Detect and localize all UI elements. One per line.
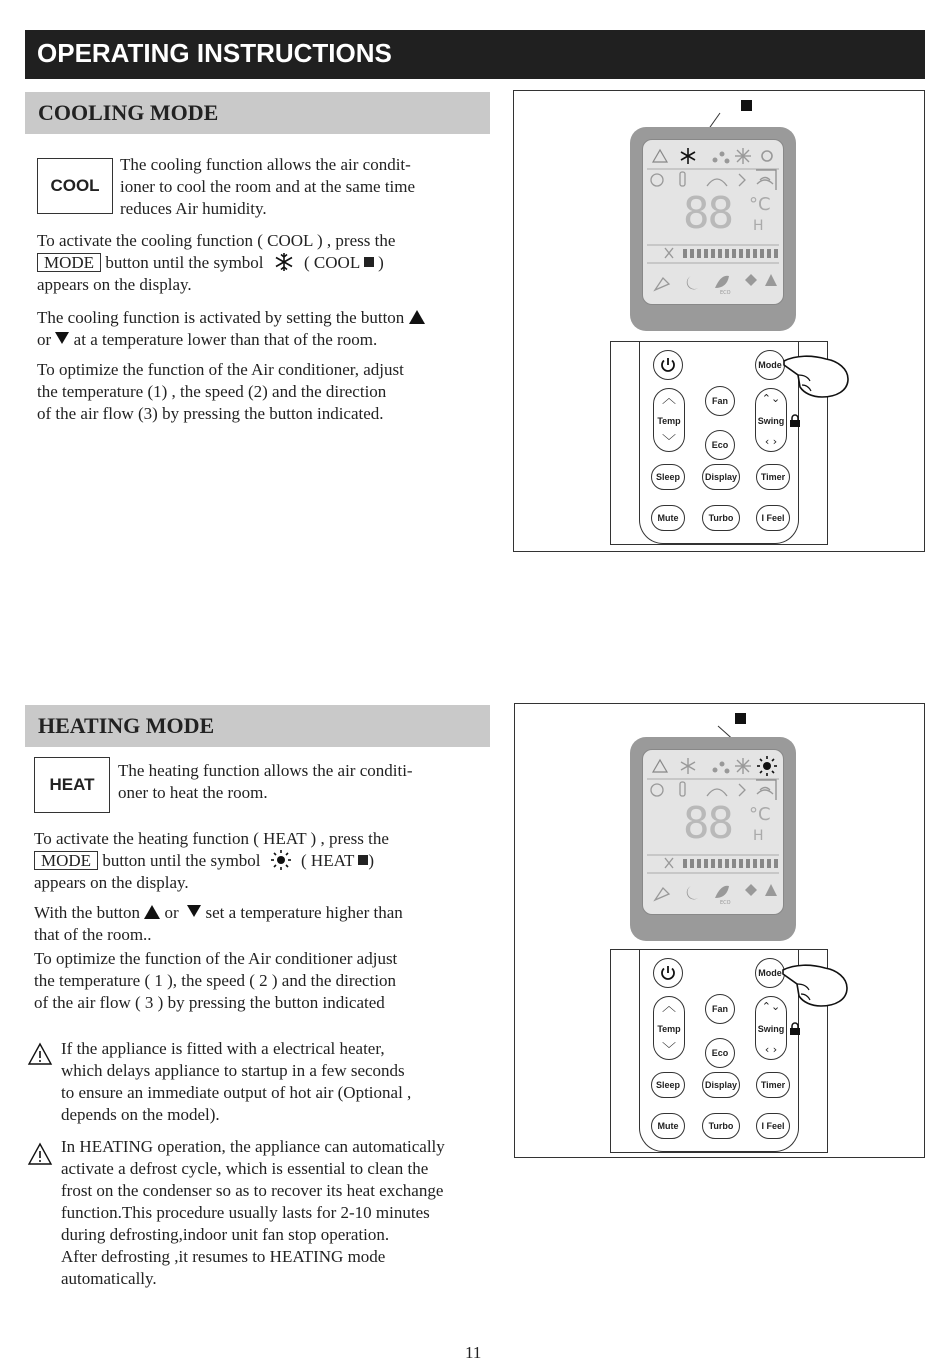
lcd-sun-icon	[757, 756, 777, 776]
chevron-down-icon: ﹀	[662, 1042, 676, 1058]
page-header	[25, 30, 925, 79]
fan-button[interactable]: Fan	[705, 386, 735, 416]
lock-icon	[789, 1022, 801, 1036]
cooling-remote-figure	[513, 90, 925, 552]
heating-optimize-line: To optimize the function of the Air conditioner adjust	[34, 949, 398, 968]
power-button[interactable]	[653, 958, 683, 988]
cooling-intro-line: The cooling function allows the air condit-	[120, 155, 411, 174]
pointing-hand-icon	[776, 345, 852, 403]
heating-section-title: HEATING MODE	[38, 713, 215, 738]
page-number: 11	[465, 1343, 482, 1362]
mode-button-label: MODE	[34, 851, 98, 870]
cooling-intro	[120, 154, 415, 220]
activate-text: button until the symbol	[105, 253, 264, 272]
sleep-button[interactable]: Sleep	[651, 464, 685, 490]
warning-icon	[27, 1142, 53, 1166]
cooling-temp	[37, 307, 425, 351]
temp-rocker[interactable]	[653, 388, 685, 452]
cooling-temp-line1	[37, 307, 425, 329]
temp-text: set a temperature higher than	[205, 903, 403, 922]
heating-intro	[118, 760, 413, 804]
temp-text: at a temperature lower than that of the room.	[73, 330, 378, 349]
pointing-hand-icon	[775, 954, 851, 1012]
fan-speed-bars	[683, 859, 778, 868]
chevron-down-icon: ﹀	[662, 434, 676, 450]
lcd-unit-h: H	[753, 218, 764, 234]
sleep-button[interactable]: Sleep	[651, 1072, 685, 1098]
close-paren: )	[378, 253, 384, 272]
cooling-activate-line2	[37, 252, 395, 274]
warning-line: to ensure an immediate output of hot air (Optional ,	[61, 1083, 412, 1102]
power-button[interactable]	[653, 350, 683, 380]
cooling-section-title-bar	[25, 92, 490, 134]
triangle-up-icon	[409, 310, 425, 324]
turbo-button[interactable]: Turbo	[702, 505, 740, 531]
warning-line: automatically.	[61, 1269, 157, 1288]
cooling-optimize-line: To optimize the function of the Air conditioner, adjust	[37, 360, 404, 379]
chevron-leftright-icon: ‹ ›	[764, 435, 778, 448]
lcd-unit-celsius: °C	[749, 194, 771, 215]
close-paren: )	[368, 851, 374, 870]
mode-button[interactable]: Mode	[755, 958, 785, 988]
temp-label: Temp	[657, 416, 681, 426]
mute-button[interactable]: Mute	[651, 505, 685, 531]
mute-button[interactable]: Mute	[651, 1113, 685, 1139]
heating-optimize-line: the temperature ( 1 ), the speed ( 2 ) and the direction	[34, 971, 397, 990]
remote-lcd-housing	[630, 127, 796, 331]
heating-optimize	[34, 948, 397, 1014]
chevron-leftright-icon: ‹ ›	[764, 1043, 778, 1056]
heating-remote-figure	[514, 703, 925, 1158]
cooling-activate	[37, 230, 395, 296]
fan-speed-bars	[683, 249, 778, 258]
heating-activate-line3: appears on the display.	[34, 873, 189, 892]
cooling-optimize	[37, 359, 404, 425]
turbo-button[interactable]: Turbo	[702, 1113, 740, 1139]
warning-line: activate a defrost cycle, which is essential to clean the	[61, 1159, 429, 1178]
triangle-down-icon	[55, 332, 69, 344]
power-icon	[659, 964, 677, 982]
heating-optimize-line: of the air flow ( 3 ) by pressing the button indicated	[34, 993, 385, 1012]
activate-text: button until the symbol	[102, 851, 261, 870]
chevron-updown-icon: ⌃⌄	[761, 392, 781, 405]
or-text: or	[164, 903, 179, 922]
timer-button[interactable]: Timer	[756, 1072, 790, 1098]
lcd-eco-label: ECO	[720, 900, 731, 906]
warning-line: In HEATING operation, the appliance can automatically	[61, 1137, 445, 1156]
lcd-snowflake-icon	[681, 148, 695, 164]
mode-button[interactable]: Mode	[755, 350, 785, 380]
activate-heat-text: ( HEAT	[301, 851, 355, 870]
cooling-intro-line: ioner to cool the room and at the same time	[120, 177, 416, 196]
chevron-up-icon: ︿	[662, 999, 676, 1015]
heating-activate-line1: To activate the heating function ( HEAT ) , press the	[34, 829, 389, 848]
or-text: or	[37, 330, 52, 349]
lcd-unit-celsius: °C	[749, 804, 771, 825]
heating-intro-line: The heating function allows the air conditi-	[118, 761, 413, 780]
heating-activate-line2	[34, 850, 389, 872]
lock-icon	[789, 414, 801, 428]
heating-temp-line2: that of the room..	[34, 925, 152, 944]
sun-icon	[271, 850, 291, 870]
temp-text: The cooling function is activated by setting the button	[37, 308, 405, 327]
temp-label: Temp	[657, 1024, 681, 1034]
warning-line: during defrosting,indoor unit fan stop operation.	[61, 1225, 390, 1244]
square-icon	[358, 855, 368, 865]
lcd-digits: 88	[683, 798, 732, 849]
square-icon	[364, 257, 374, 267]
cooling-section-title: COOLING MODE	[38, 100, 219, 125]
lcd-unit-h: H	[753, 828, 764, 844]
heating-intro-line: oner to heat the room.	[118, 783, 268, 802]
mode-button-label: MODE	[37, 253, 101, 272]
swing-label: Swing	[757, 1024, 785, 1034]
warning-line: depends on the model).	[61, 1105, 220, 1124]
chevron-up-icon: ︿	[662, 391, 676, 407]
cooling-activate-line3: appears on the display.	[37, 275, 192, 294]
heating-section-title-bar	[25, 705, 490, 747]
eco-button[interactable]: Eco	[705, 1038, 735, 1068]
page-title: OPERATING INSTRUCTIONS	[37, 38, 392, 68]
remote-lcd-screen	[642, 139, 784, 305]
cooling-activate-line1: To activate the cooling function ( COOL ) , press the	[37, 231, 396, 250]
fan-button[interactable]: Fan	[705, 994, 735, 1024]
warning-line: frost on the condenser so as to recover its heat exchange	[61, 1181, 444, 1200]
heating-warning-heater	[61, 1038, 411, 1126]
heating-warning-defrost	[61, 1136, 445, 1290]
chevron-updown-icon: ⌃⌄	[761, 1000, 781, 1013]
lcd-digits: 88	[683, 188, 732, 239]
temp-rocker[interactable]	[653, 996, 685, 1060]
heating-temp	[34, 902, 403, 946]
warning-line: which delays appliance to startup in a few seconds	[61, 1061, 405, 1080]
cooling-optimize-line: of the air flow (3) by pressing the button indicated.	[37, 404, 384, 423]
warning-line: After defrosting ,it resumes to HEATING mode	[61, 1247, 386, 1266]
activate-cool-text: ( COOL	[304, 253, 360, 272]
temp-text: With the button	[34, 903, 141, 922]
display-button[interactable]: Display	[702, 1072, 740, 1098]
swing-label: Swing	[757, 416, 785, 426]
cooling-temp-line2	[37, 329, 425, 351]
cooling-intro-line: reduces Air humidity.	[120, 199, 267, 218]
power-icon	[659, 356, 677, 374]
snowflake-icon	[274, 252, 294, 272]
heating-temp-line1	[34, 902, 403, 924]
cooling-optimize-line: the temperature (1) , the speed (2) and the direction	[37, 382, 387, 401]
warning-icon	[27, 1042, 53, 1066]
warning-line: If the appliance is fitted with a electrical heater,	[61, 1039, 385, 1058]
triangle-up-icon	[144, 905, 160, 919]
remote-lcd-screen	[642, 749, 784, 915]
cool-badge: COOL	[37, 158, 113, 214]
remote-lcd-housing	[630, 737, 796, 941]
display-button[interactable]: Display	[702, 464, 740, 490]
heating-activate	[34, 828, 389, 894]
timer-button[interactable]: Timer	[756, 464, 790, 490]
triangle-down-icon	[187, 905, 201, 917]
lcd-eco-label: ECO	[720, 290, 731, 296]
heat-badge: HEAT	[34, 757, 110, 813]
eco-button[interactable]: Eco	[705, 430, 735, 460]
warning-line: function.This procedure usually lasts for 2-10 minutes	[61, 1203, 430, 1222]
ifeel-button[interactable]: I Feel	[756, 1113, 790, 1139]
ifeel-button[interactable]: I Feel	[756, 505, 790, 531]
